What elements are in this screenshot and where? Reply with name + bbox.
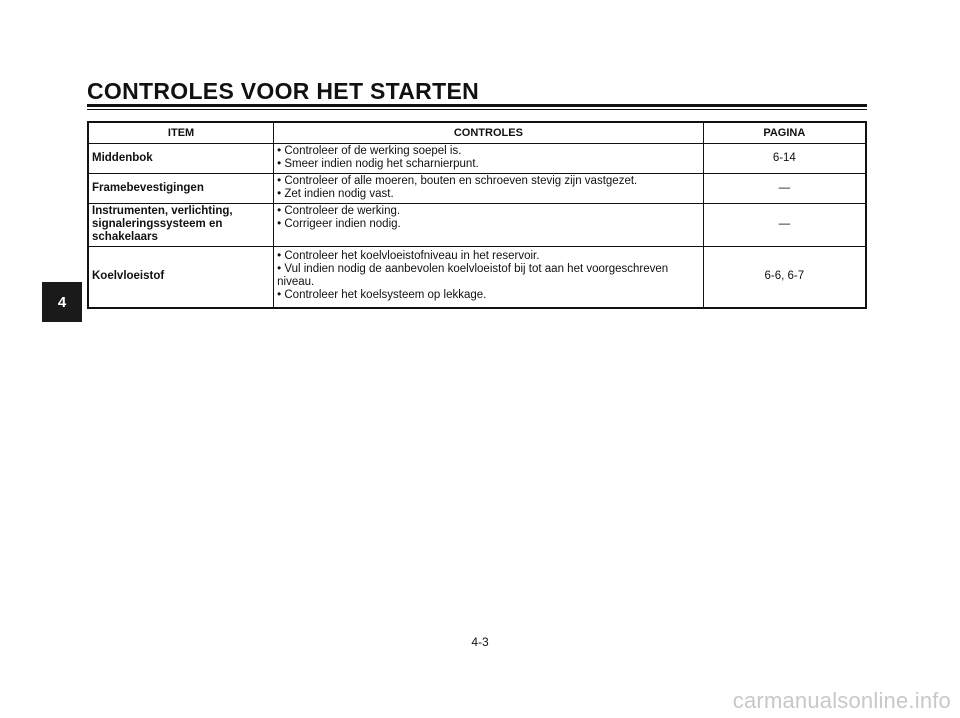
checks-table — [87, 121, 867, 309]
table-row — [88, 174, 866, 204]
row-page: — — [703, 174, 866, 204]
page-number: 4-3 — [471, 635, 489, 649]
title-rule-thin — [87, 109, 867, 110]
watermark-text: carmanualsonline.info — [732, 688, 951, 713]
row-checks — [274, 144, 704, 174]
row-page: 6-6, 6-7 — [703, 247, 866, 308]
check-line: • Controleer de werking. — [277, 205, 401, 217]
row-item: Instrumenten, verlichting, signaleringssysteem en schakelaars — [88, 204, 274, 247]
check-line: • Smeer indien nodig het scharnierpunt. — [277, 158, 479, 170]
check-line: • Corrigeer indien nodig. — [277, 218, 401, 230]
table-row — [88, 247, 866, 308]
check-line: • Controleer of alle moeren, bouten en schroeven stevig zijn vastgezet. — [277, 175, 638, 187]
page-title: CONTROLES VOOR HET STARTEN — [87, 78, 479, 104]
table-row — [88, 144, 866, 174]
table-row — [88, 204, 866, 247]
header-item: ITEM — [88, 122, 274, 144]
table-header-row — [88, 122, 866, 144]
row-item: Middenbok — [88, 144, 274, 174]
header-page: PAGINA — [703, 122, 866, 144]
title-rule-thick — [87, 104, 867, 107]
row-checks — [274, 204, 704, 247]
row-page: 6-14 — [703, 144, 866, 174]
check-line: • Controleer of de werking soepel is. — [277, 145, 462, 157]
check-line: • Zet indien nodig vast. — [277, 188, 394, 200]
row-checks — [274, 247, 704, 308]
check-line: • Controleer het koelvloeistofniveau in het reservoir. — [277, 250, 540, 263]
check-line: • Vul indien nodig de aanbevolen koelvloeistof bij tot aan het voorgeschreven niveau. — [277, 263, 669, 289]
row-page: — — [703, 204, 866, 247]
row-item: Koelvloeistof — [88, 247, 274, 308]
row-checks — [274, 174, 704, 204]
chapter-tab: 4 — [42, 282, 82, 322]
row-item: Framebevestigingen — [88, 174, 274, 204]
header-checks: CONTROLES — [274, 122, 704, 144]
check-line: • Controleer het koelsysteem op lekkage. — [277, 289, 487, 302]
